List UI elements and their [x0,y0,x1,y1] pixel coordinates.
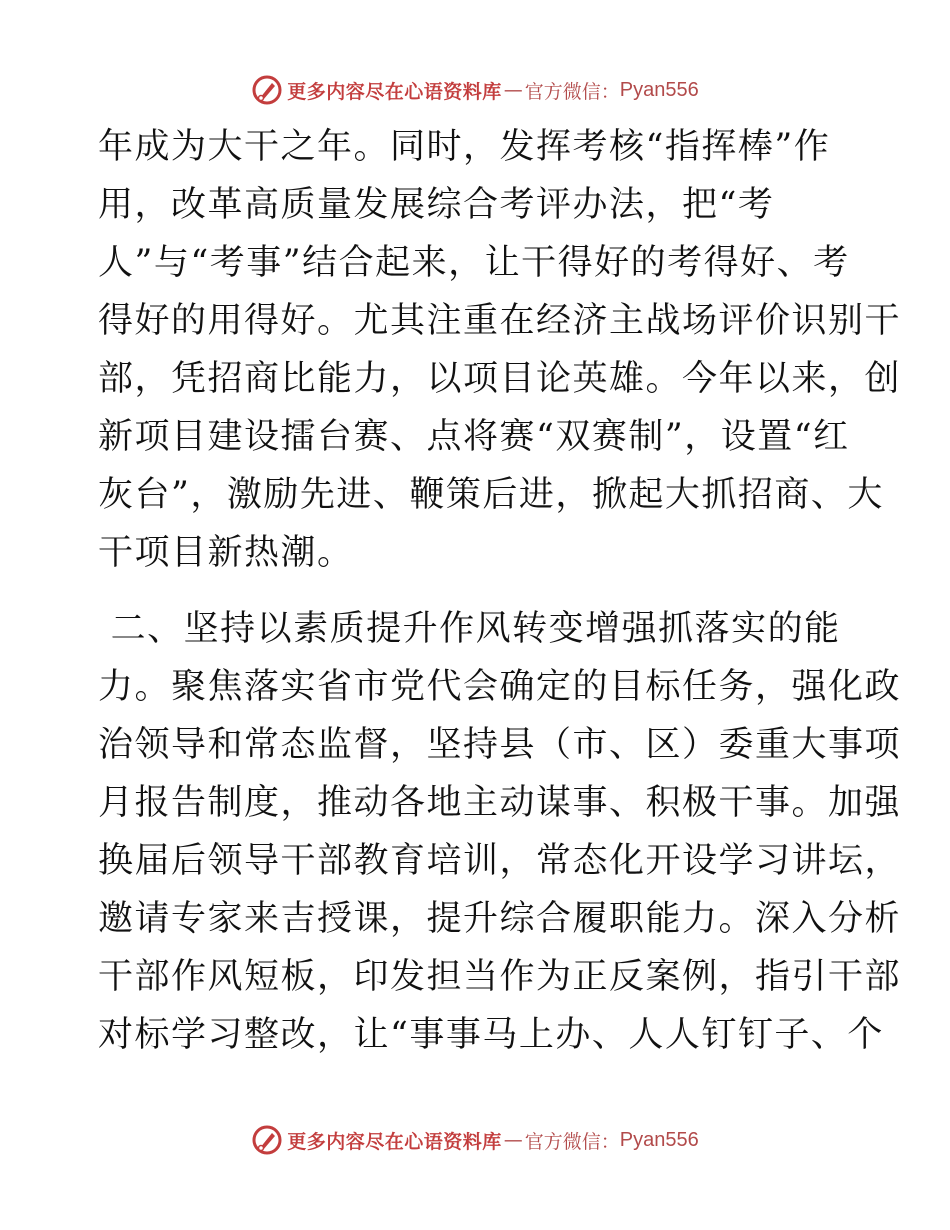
text-line: 干部作风短板，印发担当作为正反案例，指引干部 [98,957,902,997]
pen-logo-icon [251,1124,283,1156]
text-line: 新项目建设擂台赛、点将赛“双赛制”，设置“红 [98,417,850,457]
paragraph-2 [98,600,902,1064]
text-line: 对标学习整改，让“事事马上办、人人钉钉子、个 [98,1015,884,1055]
document-body [98,118,902,1064]
text-line: 人”与“考事”结合起来，让干得好的考得好、考 [98,243,850,283]
text-line: 邀请专家来吉授课，提升综合履职能力。深入分析 [98,899,902,939]
text-line: 月报告制度，推动各地主动谋事、积极干事。加强 [98,783,902,823]
text-line: 治领导和常态监督，坚持县（市、区）委重大事项 [98,725,902,765]
text-line: 年成为大干之年。同时，发挥考核“指挥棒”作 [98,127,831,167]
banner-contact-label: 官方微信： [524,1130,620,1153]
text-line: 力。聚焦落实省市党代会确定的目标任务，强化政 [98,667,902,707]
banner-contact-label: 官方微信： [524,80,620,103]
text-line: 换届后领导干部教育培训，常态化开设学习讲坛， [98,841,902,881]
banner-contact-handle: Pyan556 [619,78,699,101]
text-line: 灰台”，激励先进、鞭策后进，掀起大抓招商、大 [98,475,884,515]
paragraph-1 [98,118,902,582]
banner-contact-handle: Pyan556 [619,1128,699,1151]
header-banner [0,68,950,112]
text-line: 二、坚持以素质提升作风转变增强抓落实的能 [98,609,841,649]
text-line: 干项目新热潮。 [98,533,354,573]
banner-brand: 更多内容尽在心语资料库 [287,1130,502,1153]
banner-dash: — [503,79,523,101]
banner-dash: — [503,1129,523,1151]
text-line: 得好的用得好。尤其注重在经济主战场评价识别干 [98,301,902,341]
text-line: 部，凭招商比能力，以项目论英雄。今年以来，创 [98,359,902,399]
pen-logo-icon [251,74,283,106]
paragraph-spacer [98,582,858,600]
banner-brand: 更多内容尽在心语资料库 [287,80,502,103]
footer-banner [0,1118,950,1162]
text-line: 用，改革高质量发展综合考评办法，把“考 [98,185,775,225]
